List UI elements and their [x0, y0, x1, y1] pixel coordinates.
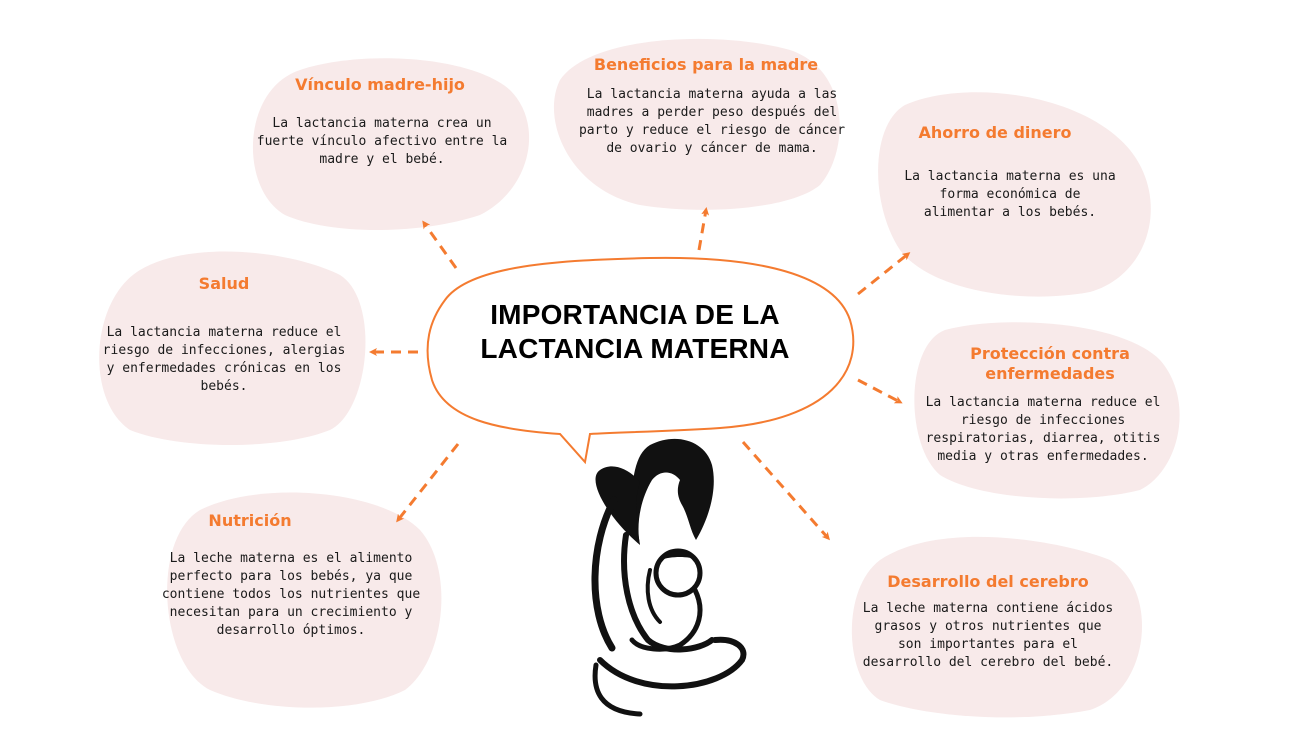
card-title-proteccion: Protección contra enfermedades	[970, 344, 1130, 383]
card-text-vinculo: La lactancia materna crea un fuerte vínculo afectivo entre la madre y el bebé.	[256, 116, 508, 167]
arrow-vinculo	[424, 223, 456, 268]
arrow-proteccion	[858, 380, 900, 402]
arrow-ahorro	[858, 254, 908, 294]
mother-breastfeeding-icon	[595, 439, 744, 714]
card-text-beneficios: La lactancia materna ayuda a las madres a perder peso después del parto y reduce el riesgo de cáncer de ovario y cáncer de mama.	[578, 87, 846, 156]
card-text-ahorro: La lactancia materna es una forma económica de alimentar a los bebés.	[904, 169, 1116, 220]
arrow-beneficios	[699, 210, 706, 250]
card-title-salud: Salud	[198, 274, 250, 293]
card-title-cerebro: Desarrollo del cerebro	[887, 572, 1089, 591]
central-title: IMPORTANCIA DE LA LACTANCIA MATERNA	[480, 299, 790, 364]
card-title-vinculo: Vínculo madre-hijo	[295, 75, 465, 94]
card-text-nutricion: La leche materna es el alimento perfecto para los bebés, ya que contiene todos los nutrientes que necesitan para un crecimiento y desarrollo óptimos.	[161, 551, 421, 638]
arrow-cerebro	[743, 442, 828, 538]
card-title-ahorro: Ahorro de dinero	[918, 123, 1072, 142]
card-title-nutricion: Nutrición	[208, 511, 292, 530]
arrow-nutricion	[398, 444, 458, 520]
card-text-proteccion: La lactancia materna reduce el riesgo de infecciones respiratorias, diarrea, otitis media y otras enfermedades.	[925, 395, 1161, 464]
card-text-salud: La lactancia materna reduce el riesgo de infecciones, alergias y enfermedades crónicas en los bebés.	[102, 325, 346, 394]
card-text-cerebro: La leche materna contiene ácidos grasos y otros nutrientes que son importantes para el desarrollo del cerebro del bebé.	[862, 601, 1114, 670]
card-title-beneficios: Beneficios para la madre	[593, 55, 819, 74]
